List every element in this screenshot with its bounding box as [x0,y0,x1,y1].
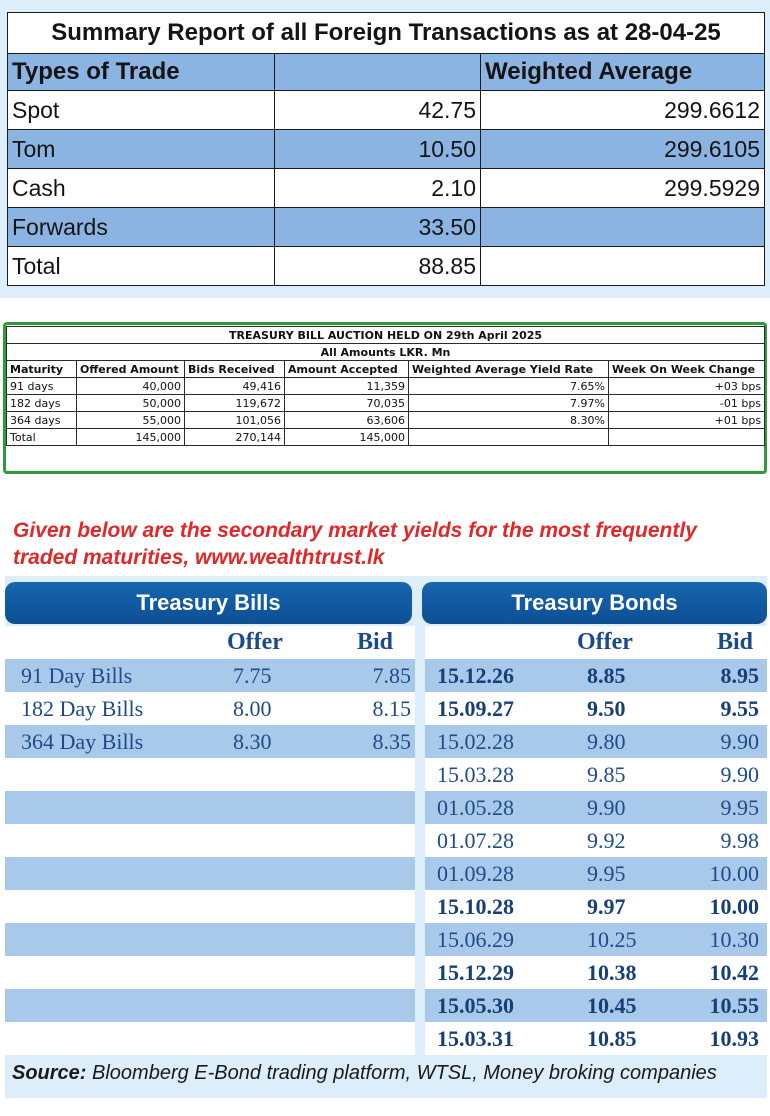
bond-bid: 10.42 [709,960,759,985]
fx-summary-table [7,12,765,286]
bills-bid-header: Bid [357,629,394,655]
tb-cell: 63,606 [285,412,409,429]
source-label: Source: [12,1062,87,1084]
bond-offer: 10.45 [587,993,637,1018]
list-item [5,659,415,692]
fx-row-type: Total [8,247,275,286]
bond-bid: 9.55 [720,696,759,721]
bond-maturity: 15.05.30 [437,993,514,1018]
list-item [425,659,767,692]
fx-row-type: Tom [8,130,275,169]
tb-auction-subtitle: All Amounts LKR. Mn [7,344,765,361]
list-item [5,692,415,725]
list-item [425,791,767,824]
tb-header-cell: Weighted Average Yield Rate [409,361,609,378]
bond-offer: 9.95 [587,861,626,886]
table-row [8,130,765,169]
tb-cell: 7.65% [409,378,609,395]
fx-col-type: Types of Trade [8,54,275,91]
table-row [7,429,765,446]
fx-row-avg: 299.5929 [481,169,765,208]
tb-cell: 364 days [7,412,77,429]
tb-cell: +03 bps [609,378,765,395]
tb-auction-title: TREASURY BILL AUCTION HELD ON 29th April 2025 [7,327,765,344]
bond-maturity: 01.07.28 [437,828,514,853]
bills-offer-header: Offer [227,629,283,655]
table-row [8,91,765,130]
fx-row-value: 33.50 [275,208,481,247]
tb-cell: 101,056 [185,412,285,429]
bonds-bid-header: Bid [716,629,753,655]
fx-summary-title: Summary Report of all Foreign Transactions as at 28-04-25 [8,13,765,54]
treasury-bonds-title-bar: Treasury Bonds [422,582,767,624]
tb-header-cell: Amount Accepted [285,361,409,378]
bills-header-row [5,626,415,659]
bonds-header-row [425,626,767,659]
list-item [425,758,767,791]
list-item [425,956,767,989]
empty-row [5,791,415,824]
bond-offer: 9.97 [587,894,626,919]
tb-cell: 55,000 [77,412,185,429]
list-item [5,725,415,758]
bond-maturity: 01.09.28 [437,861,514,886]
bond-maturity: 15.06.29 [437,927,514,952]
bond-bid: 9.95 [720,795,759,820]
tb-cell: 40,000 [77,378,185,395]
tb-auction-panel [3,322,767,474]
bill-name: 91 Day Bills [21,663,133,688]
tb-cell: 7.97% [409,395,609,412]
list-item [425,1022,767,1055]
empty-row [5,956,415,989]
source-note [12,1062,762,1085]
tb-cell: 49,416 [185,378,285,395]
empty-row [5,1022,415,1055]
bond-bid: 9.90 [720,729,759,754]
tb-cell: 11,359 [285,378,409,395]
fx-row-avg [481,208,765,247]
treasury-bills-title-bar: Treasury Bills [5,582,412,624]
bond-maturity: 15.12.29 [437,960,514,985]
bond-offer: 9.90 [587,795,626,820]
source-text: Bloomberg E-Bond trading platform, WTSL, Money broking companies [86,1062,717,1084]
bond-offer: 9.85 [587,762,626,787]
tb-cell: 182 days [7,395,77,412]
bond-offer: 9.50 [587,696,626,721]
bonds-offer-header: Offer [577,629,633,655]
tb-header-cell: Week On Week Change [609,361,765,378]
bond-offer: 9.80 [587,729,626,754]
bill-name: 364 Day Bills [21,729,144,754]
bond-bid: 10.00 [709,894,759,919]
fx-row-value: 42.75 [275,91,481,130]
tb-cell: 8.30% [409,412,609,429]
bond-bid: 10.30 [709,927,759,952]
tb-header-cell: Offered Amount [77,361,185,378]
list-item [425,857,767,890]
table-row [8,169,765,208]
bond-offer: 10.25 [587,927,637,952]
tb-cell [609,429,765,446]
tb-cell: 91 days [7,378,77,395]
tb-auction-header-row [7,361,765,378]
tb-cell: 145,000 [285,429,409,446]
tb-cell: Total [7,429,77,446]
empty-row [5,890,415,923]
tb-cell: -01 bps [609,395,765,412]
bond-bid: 8.95 [720,663,759,688]
bill-offer: 8.30 [233,729,272,754]
bond-maturity: 15.03.28 [437,762,514,787]
list-item [425,725,767,758]
fx-row-type: Forwards [8,208,275,247]
tb-cell: 119,672 [185,395,285,412]
list-item [425,890,767,923]
tb-cell: 50,000 [77,395,185,412]
bond-maturity: 01.05.28 [437,795,514,820]
fx-row-avg: 299.6612 [481,91,765,130]
fx-col-value [275,54,481,91]
empty-row [5,923,415,956]
bill-bid: 8.15 [372,696,411,721]
bond-maturity: 15.03.31 [437,1026,514,1051]
tb-header-cell: Maturity [7,361,77,378]
bond-maturity: 15.12.26 [437,663,514,688]
list-item [425,989,767,1022]
tb-cell: 270,144 [185,429,285,446]
list-item [425,923,767,956]
table-row [7,395,765,412]
tb-cell [409,429,609,446]
fx-summary-panel [0,0,770,298]
bond-offer: 8.85 [587,663,626,688]
empty-row [5,857,415,890]
secondary-market-intro: Given below are the secondary market yields for the most frequently traded maturities, www.wealthtrust.lk [13,519,697,569]
empty-row [5,758,415,791]
fx-col-avg: Weighted Average [481,54,765,91]
table-row [8,208,765,247]
bond-bid: 10.55 [709,993,759,1018]
tb-cell: 145,000 [77,429,185,446]
bill-bid: 7.85 [372,663,411,688]
bill-bid: 8.35 [372,729,411,754]
bond-offer: 10.38 [587,960,637,985]
table-row [7,378,765,395]
tb-cell: +01 bps [609,412,765,429]
tb-cell: 70,035 [285,395,409,412]
empty-row [5,824,415,857]
fx-row-type: Spot [8,91,275,130]
bill-offer: 8.00 [233,696,272,721]
bond-bid: 10.93 [709,1026,759,1051]
list-item [425,824,767,857]
bond-bid: 9.90 [720,762,759,787]
fx-row-value: 88.85 [275,247,481,286]
fx-row-type: Cash [8,169,275,208]
bond-offer: 10.85 [587,1026,637,1051]
list-item [425,692,767,725]
bond-bid: 10.00 [709,861,759,886]
bond-maturity: 15.02.28 [437,729,514,754]
bond-bid: 9.98 [720,828,759,853]
secondary-market-panel [5,576,767,1098]
fx-row-avg: 299.6105 [481,130,765,169]
bond-maturity: 15.09.27 [437,696,514,721]
fx-row-value: 10.50 [275,130,481,169]
fx-row-avg [481,247,765,286]
bond-maturity: 15.10.28 [437,894,514,919]
tb-auction-table [6,326,765,446]
table-row [7,412,765,429]
fx-summary-header-row [8,54,765,91]
fx-row-value: 2.10 [275,169,481,208]
empty-row [5,989,415,1022]
tb-header-cell: Bids Received [185,361,285,378]
bill-name: 182 Day Bills [21,696,144,721]
table-row [8,247,765,286]
bill-offer: 7.75 [233,663,272,688]
bond-offer: 9.92 [587,828,626,853]
